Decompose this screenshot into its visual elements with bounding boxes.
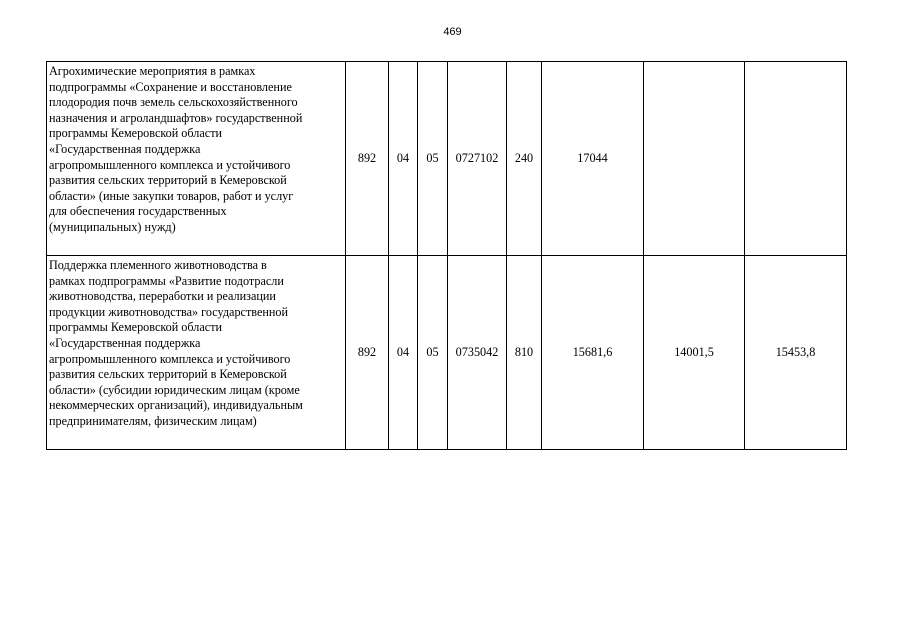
expense-type-code: 810 xyxy=(507,256,542,450)
description-line: Поддержка племенного животноводства в xyxy=(49,258,267,272)
amount-1: 17044 xyxy=(542,62,644,256)
description-line: программы Кемеровской области xyxy=(49,320,223,335)
description-line: развития сельских территорий в Кемеровской xyxy=(49,173,287,188)
description-line: плодородия почв земель сельскохозяйственного xyxy=(49,95,298,110)
expense-type-code: 240 xyxy=(507,62,542,256)
ministry-code: 892 xyxy=(346,256,389,450)
description-line: рамках подпрограммы «Развитие подотрасли xyxy=(49,273,284,288)
section-code: 04 xyxy=(389,256,418,450)
section-code: 04 xyxy=(389,62,418,256)
description-line: для обеспечения государственных xyxy=(49,204,227,219)
description-line: области» (субсидии юридическим лицам (кроме xyxy=(49,382,300,397)
page-number: 469 xyxy=(443,26,462,38)
description-line: предпринимателям, физическим лицам) xyxy=(49,413,257,428)
description-line: подпрограммы «Сохранение и восстановление xyxy=(49,79,292,94)
description-line: (муниципальных) нужд) xyxy=(49,219,176,234)
description-line: животноводства, переработки и реализации xyxy=(49,289,276,304)
description-line: «Государственная поддержка xyxy=(49,335,201,350)
amount-2: 14001,5 xyxy=(644,256,745,450)
amount-2 xyxy=(644,62,745,256)
description-line: области» (иные закупки товаров, работ и услуг xyxy=(49,188,294,203)
description-line: некоммерческих организаций), индивидуальным xyxy=(49,398,303,413)
subsection-code: 05 xyxy=(418,62,448,256)
table-row xyxy=(47,62,847,256)
description-line: «Государственная поддержка xyxy=(49,141,201,156)
row-description xyxy=(47,62,346,256)
description-line: агропромышленного комплекса и устойчивого xyxy=(49,157,291,172)
description-line: Агрохимические мероприятия в рамках xyxy=(49,64,256,78)
table-row xyxy=(47,256,847,450)
description-line: агропромышленного комплекса и устойчивого xyxy=(49,351,291,366)
ministry-code: 892 xyxy=(346,62,389,256)
amount-3 xyxy=(745,62,847,256)
budget-table xyxy=(46,61,847,450)
target-article-code: 0727102 xyxy=(448,62,507,256)
row-description xyxy=(47,256,346,450)
description-line: продукции животноводства» государственной xyxy=(49,304,289,319)
amount-1: 15681,6 xyxy=(542,256,644,450)
description-line: назначения и агроландшафтов» государственной xyxy=(49,110,303,125)
target-article-code: 0735042 xyxy=(448,256,507,450)
subsection-code: 05 xyxy=(418,256,448,450)
amount-3: 15453,8 xyxy=(745,256,847,450)
description-line: развития сельских территорий в Кемеровской xyxy=(49,367,287,382)
description-line: программы Кемеровской области xyxy=(49,126,223,141)
